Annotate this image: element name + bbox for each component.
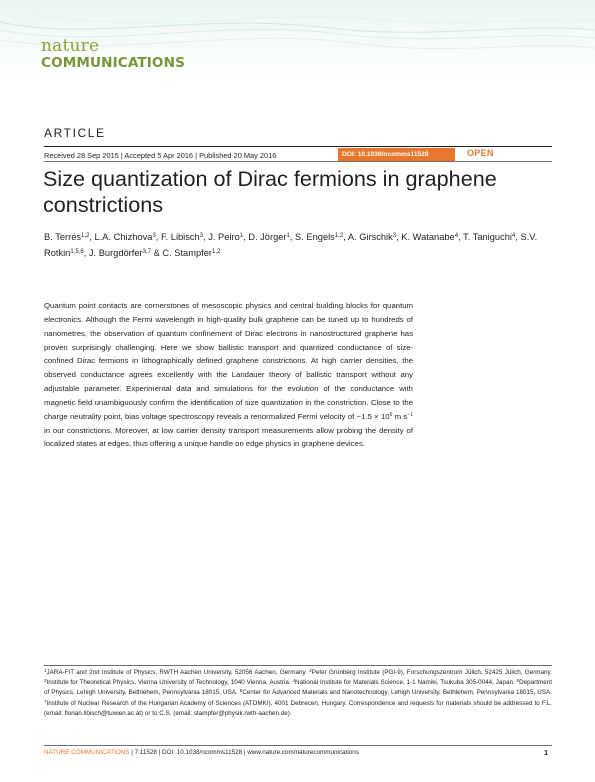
published-date: Published 20 May 2016: [199, 151, 277, 160]
section-label: ARTICLE: [44, 126, 106, 140]
author-separator: ,: [396, 232, 402, 242]
author-separator: ,: [515, 232, 521, 242]
affiliations: [44, 668, 552, 719]
author-affiliation: 1,2: [211, 248, 221, 255]
correspondence-note: Correspondence and requests for materials should be addressed to F.L. (email: florian.libisch@tuwien.ac.at) or to C.S. (email: stampfer@physik.rwth-aachen.de).: [44, 699, 552, 717]
author-affiliation: 4: [454, 233, 459, 239]
author-separator: ,: [289, 232, 296, 242]
affiliation-text: National Institute for Materials Science, 1-1 Namiki, Tsukuba 305-0044, Japan.: [295, 679, 517, 687]
affiliation-text: Institute for Theoretical Physics, Vienna University of Technology, 1040 Vienna, Austria.: [46, 679, 293, 687]
received-date: Received 28 Sep 2015: [44, 151, 119, 160]
author-affiliation: 3: [152, 233, 156, 239]
page-number: 1: [544, 748, 549, 757]
affiliation-text: Institute of Nuclear Research of the Hungarian Academy of Sciences (ATOMKI), 4001 Debrecen, Hungary.: [46, 699, 349, 707]
affiliation-text: Peter Grünberg Institute (PGI-9), Forschungszentrum Jülich, 52425 Jülich, Germany.: [311, 669, 552, 676]
article-title: Size quantization of Dirac fermions in graphene constrictions: [43, 166, 497, 217]
abstract-text: m s: [392, 411, 408, 421]
author-affiliation: 3: [392, 233, 397, 239]
affiliation-text: JARA-FIT and 2nd Institute of Physics, RWTH Aachen University, 52056 Aachen, Germany.: [46, 669, 310, 676]
author-affiliation: 3: [199, 233, 204, 239]
logo-nature: nature: [41, 36, 100, 56]
publication-dates: [44, 151, 276, 160]
author-affiliation: 4: [511, 233, 516, 239]
author-name: K. Watanabe: [401, 232, 455, 242]
open-access-label: OPEN: [467, 148, 494, 158]
author-separator: ,: [243, 232, 249, 242]
author-name: T. Taniguchi: [463, 232, 512, 242]
accepted-date: Accepted 5 Apr 2016: [124, 151, 194, 160]
affiliation-text: Center for Advanced Materials and Nanotechnology, Lehigh University, Bethlehem, Pennsylvania 18015, USA.: [242, 689, 553, 697]
author-affiliation: 1: [239, 233, 244, 239]
affiliation-number: 7: [44, 698, 47, 704]
affiliation-number: 2: [309, 668, 312, 673]
affiliation-number: 5: [516, 678, 520, 684]
author-name: S.V. Rotkin: [44, 232, 538, 258]
author-separator: ,: [343, 232, 348, 242]
page-footer: [44, 749, 359, 756]
footer-citation: | 7:11528 | DOI: 10.1038/ncomms11528 | www.nature.com/naturecommunications: [129, 749, 359, 756]
author-name: L.A. Chizhova: [94, 232, 153, 242]
affiliation-number: 4: [292, 678, 296, 684]
author-name: F. Libisch: [160, 232, 200, 242]
journal-banner: [0, 0, 595, 82]
author-name: J. Burgdörfer: [88, 247, 143, 258]
footnote-rule: [44, 665, 552, 666]
exponent: −1: [407, 411, 413, 418]
affiliation-number: 3: [44, 678, 47, 684]
author-affiliation: 1,2: [81, 233, 90, 239]
author-separator: ,: [458, 232, 464, 242]
affiliation-text: Department of Physics, Lehigh University, Bethlehem, Pennsylvania 18015, USA.: [44, 679, 552, 697]
author-separator: ,: [155, 232, 161, 242]
author-separator: ,: [89, 232, 95, 242]
footer-rule: [44, 745, 552, 746]
author-affiliation: 3,7: [142, 248, 151, 255]
exponent: 6: [389, 411, 393, 418]
doi-badge[interactable]: DOI: 10.1038/ncomms11528: [338, 148, 455, 161]
author-list: [44, 230, 559, 261]
author-name: A. Girschik: [347, 232, 393, 242]
author-separator: ,: [83, 247, 89, 258]
date-separator: |: [193, 151, 200, 160]
date-rule: [44, 161, 552, 162]
author-affiliation: 1,5,6: [70, 248, 84, 255]
abstract: [44, 299, 413, 451]
author-name: S. Engels: [295, 232, 335, 242]
footer-journal: NATURE COMMUNICATIONS: [44, 749, 130, 756]
affiliation-number: 1: [44, 668, 47, 673]
author-affiliation: 1,2: [334, 233, 344, 239]
author-name: D. Jörger: [248, 232, 287, 242]
abstract-text: Quantum point contacts are cornerstones of mesoscopic physics and central building blocks for quantum electronics. Although the Fermi wavelength in high-quality bulk graphene can be tuned up to hundreds of nanometres, the observation of quantum confinement of Dirac electrons in nanostructured graphene has proven surprisingly challenging. Here we show ballistic transport and quantized conductance of size-confined Dirac fermions in lithographically defined graphene constrictions. At high carrier densities, the observed conductance agrees excellently with the Landauer theory of ballistic transport without any adjustable parameter. Experimental data and simulations for the evolution of the conductance with magnetic field unambiguously confirm the identification of size quantization in the constriction. Close to the charge neutrality point, bias voltage spectroscopy reveals a renormalized Fermi velocity of ~1.5 × 10: [44, 301, 413, 421]
date-separator: |: [118, 151, 125, 160]
affiliation-number: 6: [239, 688, 243, 694]
author-separator: &: [150, 247, 163, 258]
author-name: J. Peiro: [208, 232, 240, 242]
author-name: B. Terrés: [44, 232, 82, 242]
abstract-text: in our constrictions. Moreover, at low carrier density transport measurements allow probing the density of localized states at edges, thus offering a unique handle on edge physics in graphene devices.: [44, 425, 413, 449]
author-separator: ,: [203, 232, 209, 242]
author-affiliation: 1: [286, 233, 290, 239]
author-name: C. Stampfer: [162, 247, 212, 258]
logo-communications: COMMUNICATIONS: [41, 55, 185, 71]
